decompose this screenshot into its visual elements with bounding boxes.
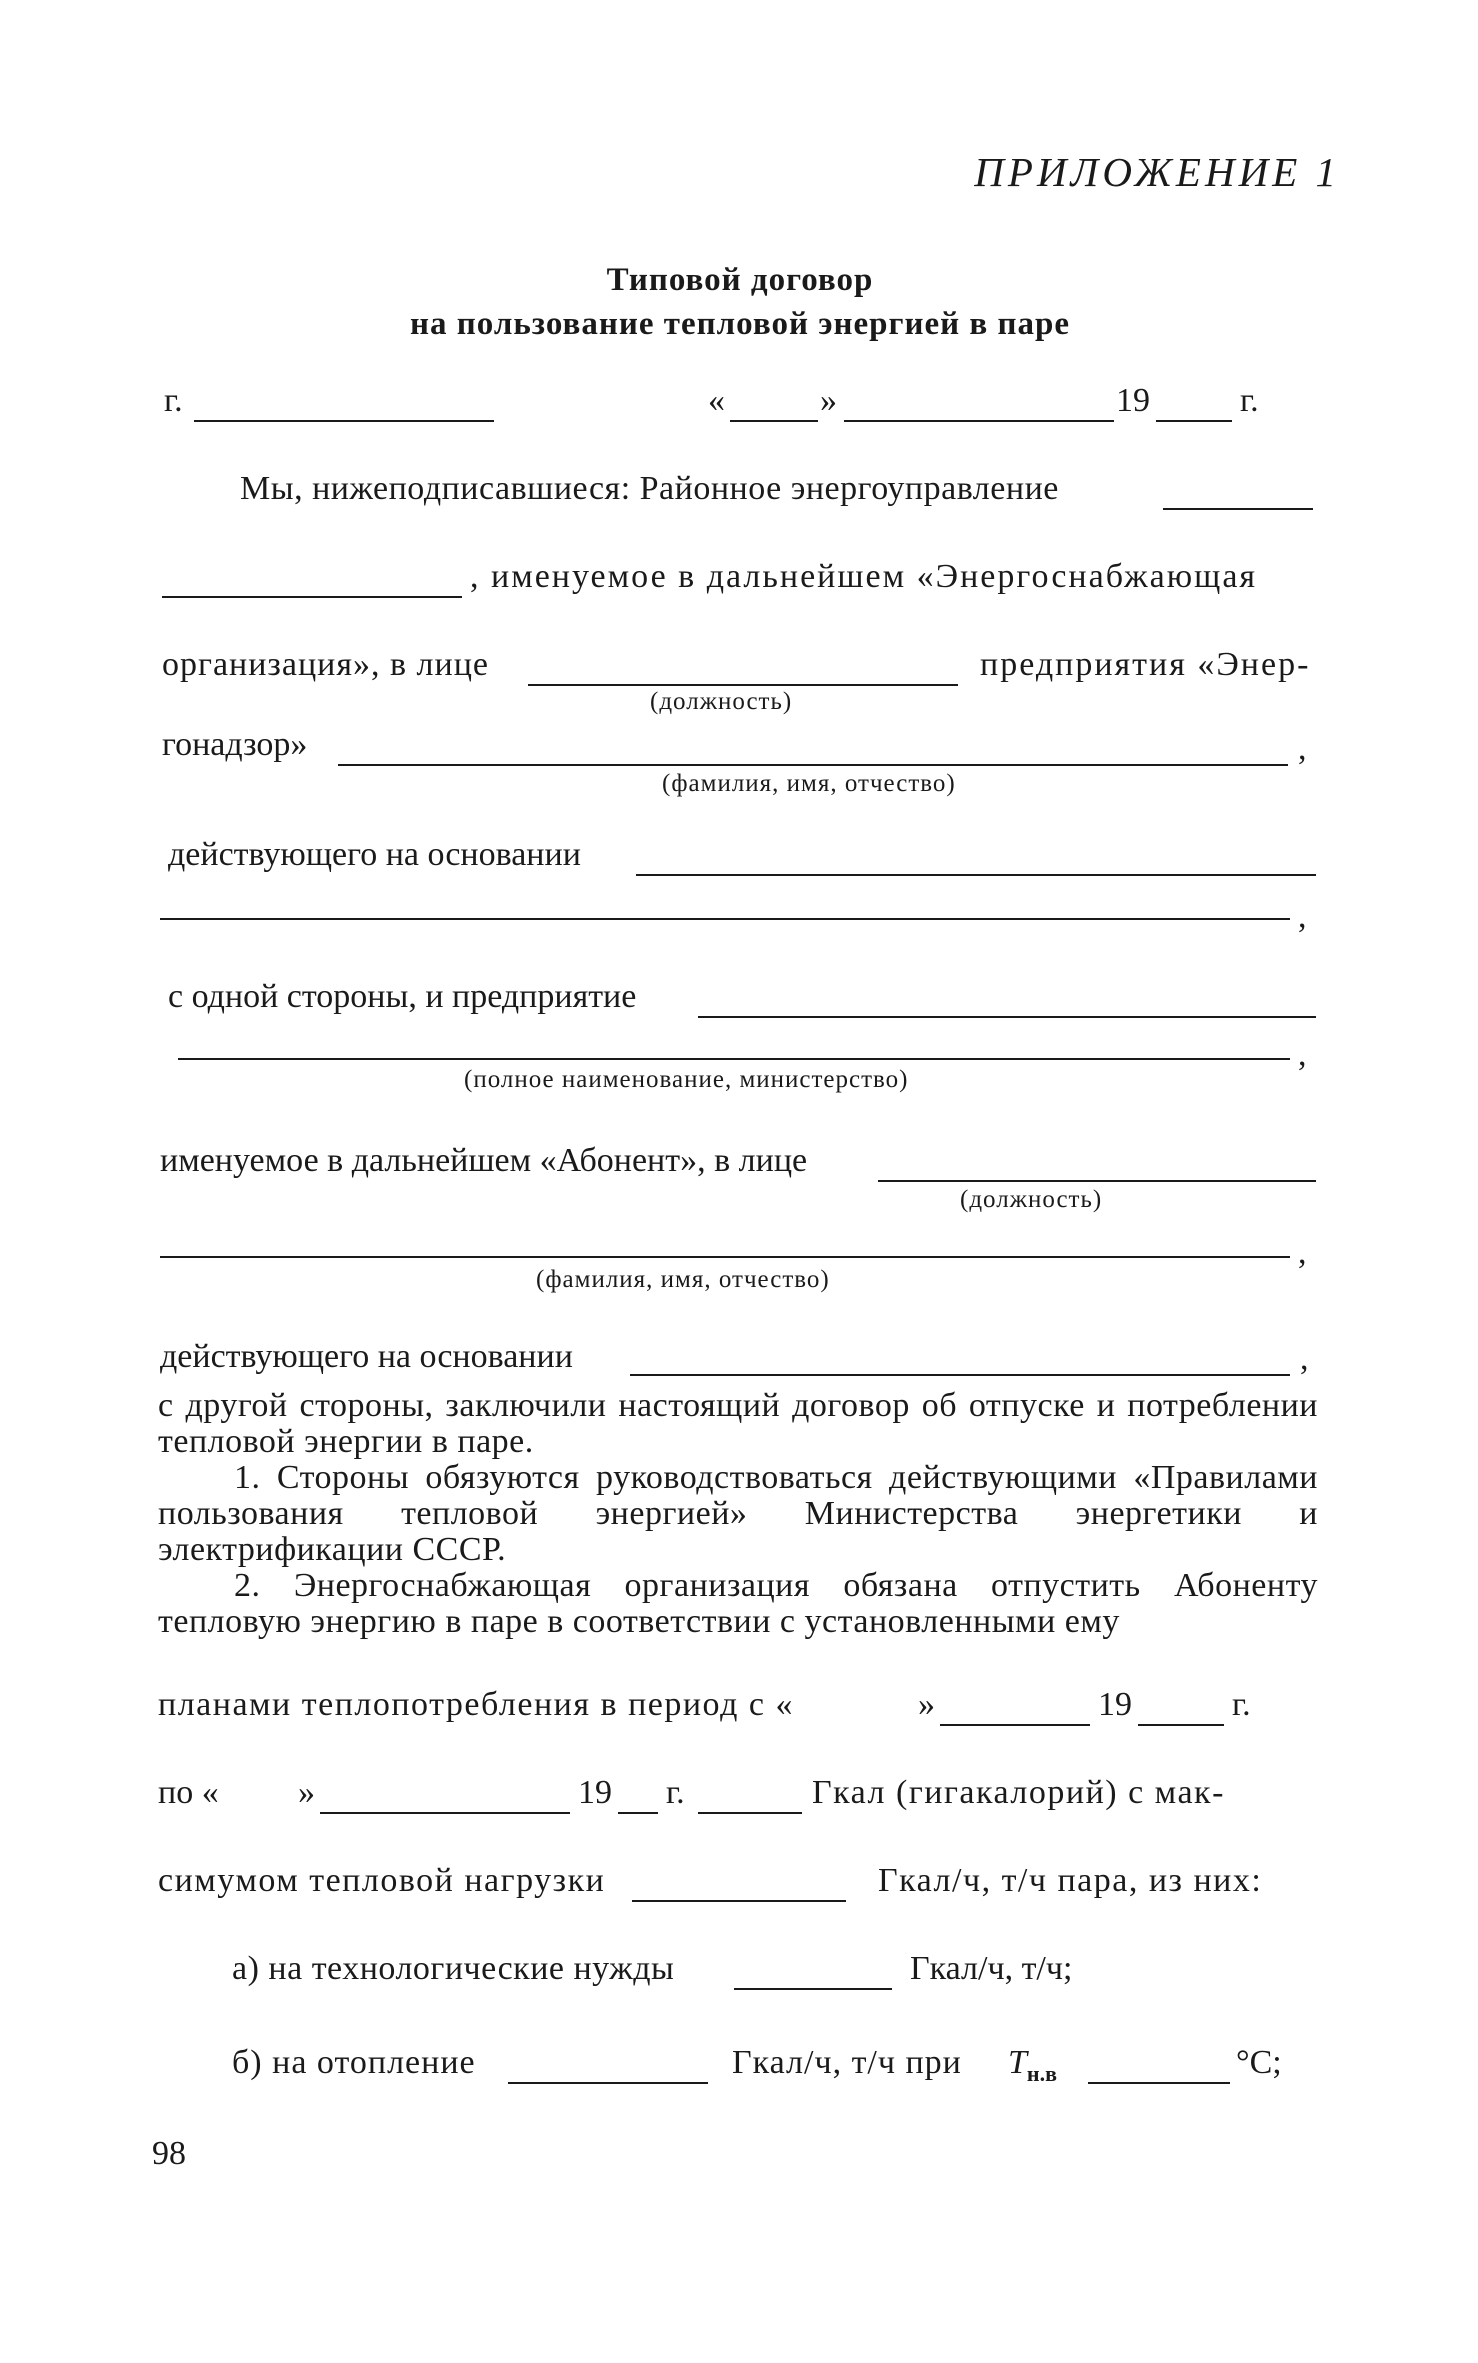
- acting-basis-row-2: [158, 1338, 1318, 1388]
- gcal-amount-field[interactable]: [698, 1812, 802, 1814]
- period-year-field[interactable]: [1138, 1724, 1224, 1726]
- energy-office-field[interactable]: [1163, 508, 1313, 510]
- max-load-row: [158, 1862, 1318, 1912]
- outdoor-temp-field[interactable]: [1088, 2082, 1230, 2084]
- to-quote-close: »: [298, 1774, 315, 1811]
- acting-basis-text: действующего на основании: [168, 836, 581, 873]
- to-year-field[interactable]: [618, 1812, 658, 1814]
- enterprise-field-cont[interactable]: [178, 1058, 1290, 1060]
- period-row: [158, 1686, 1318, 1736]
- title-line-1: Типовой договор: [606, 262, 874, 298]
- max-load-text: симумом тепловой нагрузки: [158, 1862, 606, 1899]
- enterprise-field[interactable]: [698, 1016, 1316, 1018]
- to-year-suffix: г.: [666, 1774, 685, 1811]
- comma: ,: [1298, 730, 1307, 767]
- comma: ,: [1298, 1036, 1307, 1073]
- to-month-field[interactable]: [320, 1812, 570, 1814]
- nadzor-fio-field[interactable]: [338, 764, 1288, 766]
- period-quote-close: »: [918, 1686, 935, 1723]
- day-field[interactable]: [730, 420, 818, 422]
- period-year-prefix: 19: [1098, 1686, 1132, 1723]
- position-field[interactable]: [528, 684, 958, 686]
- appendix-label: ПРИЛОЖЕНИЕ 1: [974, 149, 1340, 195]
- fio-caption-2: (фамилия, имя, отчество): [536, 1266, 830, 1293]
- heat-unit: Гкал/ч, т/ч при: [732, 2044, 962, 2081]
- clause-1: 1. Стороны обязуются руководствоваться действующими «Правилами пользования тепловой энергией» Министерства энергетики и электрификации СССР.: [158, 1459, 1318, 1568]
- fio-caption: (фамилия, имя, отчество): [662, 770, 956, 797]
- intro-row: [158, 470, 1318, 520]
- acting-basis-row: [158, 836, 1318, 886]
- abonent-fio-row: [158, 1228, 1318, 1298]
- comma: ,: [1300, 1340, 1309, 1377]
- to-year-prefix: 19: [578, 1774, 612, 1811]
- heat-row: [158, 2044, 1318, 2094]
- position-caption: (должность): [650, 688, 793, 715]
- degree-unit: °С;: [1236, 2044, 1282, 2081]
- quote-close: »: [820, 382, 837, 419]
- other-side-paragraph: с другой стороны, заключили настоящий договор об отпуске и потреблении тепловой энергии в паре.: [158, 1387, 1318, 1460]
- year-prefix: 19: [1116, 382, 1150, 419]
- abonent-in-person-text: именуемое в дальнейшем «Абонент», в лице: [160, 1142, 808, 1179]
- city-field[interactable]: [194, 420, 494, 422]
- named-as-text: , именуемое в дальнейшем «Энергоснабжающая: [470, 558, 1258, 595]
- period-year-suffix: г.: [1232, 1686, 1251, 1723]
- date-row: [158, 382, 1318, 432]
- to-prefix: по «: [158, 1774, 219, 1811]
- enterprise-text: предприятия «Энер-: [980, 646, 1311, 683]
- comma: ,: [1298, 1234, 1307, 1271]
- to-row: [158, 1774, 1318, 1824]
- abonent-row: [158, 1142, 1318, 1222]
- basis-field[interactable]: [636, 874, 1316, 876]
- year-suffix: г.: [1240, 382, 1259, 419]
- max-load-unit: Гкал/ч, т/ч пара, из них:: [878, 1862, 1263, 1899]
- contract-body: [158, 1388, 1318, 1640]
- comma: ,: [1298, 898, 1307, 935]
- one-side-row: [158, 978, 1318, 1028]
- title-line-2: на пользование тепловой энергией в паре: [410, 306, 1070, 342]
- max-load-field[interactable]: [632, 1900, 846, 1902]
- acting-basis-text-2: действующего на основании: [160, 1338, 573, 1375]
- basis-field-cont[interactable]: [160, 918, 1290, 920]
- outdoor-temp-symbol: $T_{н.в}$: [1008, 2044, 1057, 2086]
- tech-unit: Гкал/ч, т/ч;: [910, 1950, 1073, 1987]
- clause-2: 2. Энергоснабжающая организация обязана отпустить Абоненту тепловую энергию в паре в соответствии с установленными ему: [158, 1567, 1318, 1640]
- position-caption-2: (должность): [960, 1186, 1103, 1213]
- abonent-fio-field[interactable]: [160, 1256, 1290, 1258]
- period-month-field[interactable]: [940, 1724, 1090, 1726]
- heat-field[interactable]: [508, 2082, 708, 2084]
- document-title: [300, 258, 1180, 346]
- intro-text: Мы, нижеподписавшиеся: Районное энергоуправление: [240, 470, 1059, 507]
- org-in-person-text: организация», в лице: [162, 646, 489, 683]
- tech-label: а) на технологические нужды: [232, 1950, 675, 1987]
- tech-row: [158, 1950, 1318, 2000]
- one-side-text: с одной стороны, и предприятие: [168, 978, 637, 1015]
- energy-office-field-cont[interactable]: [162, 596, 462, 598]
- quote-open: «: [708, 382, 725, 419]
- nadzor-row: [158, 726, 1318, 796]
- nadzor-text: гонадзор»: [162, 726, 308, 763]
- basis-cont-row: [158, 900, 1318, 950]
- page-number: 98: [152, 2135, 186, 2172]
- abonent-position-field[interactable]: [878, 1180, 1316, 1182]
- full-name-row: [158, 1036, 1318, 1110]
- basis-field-2[interactable]: [630, 1374, 1290, 1376]
- period-from-text: планами теплопотребления в период с «: [158, 1686, 794, 1723]
- gcal-with-max-text: Гкал (гигакалорий) с мак-: [812, 1774, 1225, 1811]
- org-person-row: [158, 646, 1318, 716]
- tech-field[interactable]: [734, 1988, 892, 1990]
- full-name-caption: (полное наименование, министерство): [464, 1066, 909, 1093]
- year-field[interactable]: [1156, 420, 1232, 422]
- heat-label: б) на отопление: [232, 2044, 476, 2081]
- named-as-row: [158, 558, 1318, 608]
- city-prefix: г.: [164, 382, 183, 419]
- month-field[interactable]: [844, 420, 1114, 422]
